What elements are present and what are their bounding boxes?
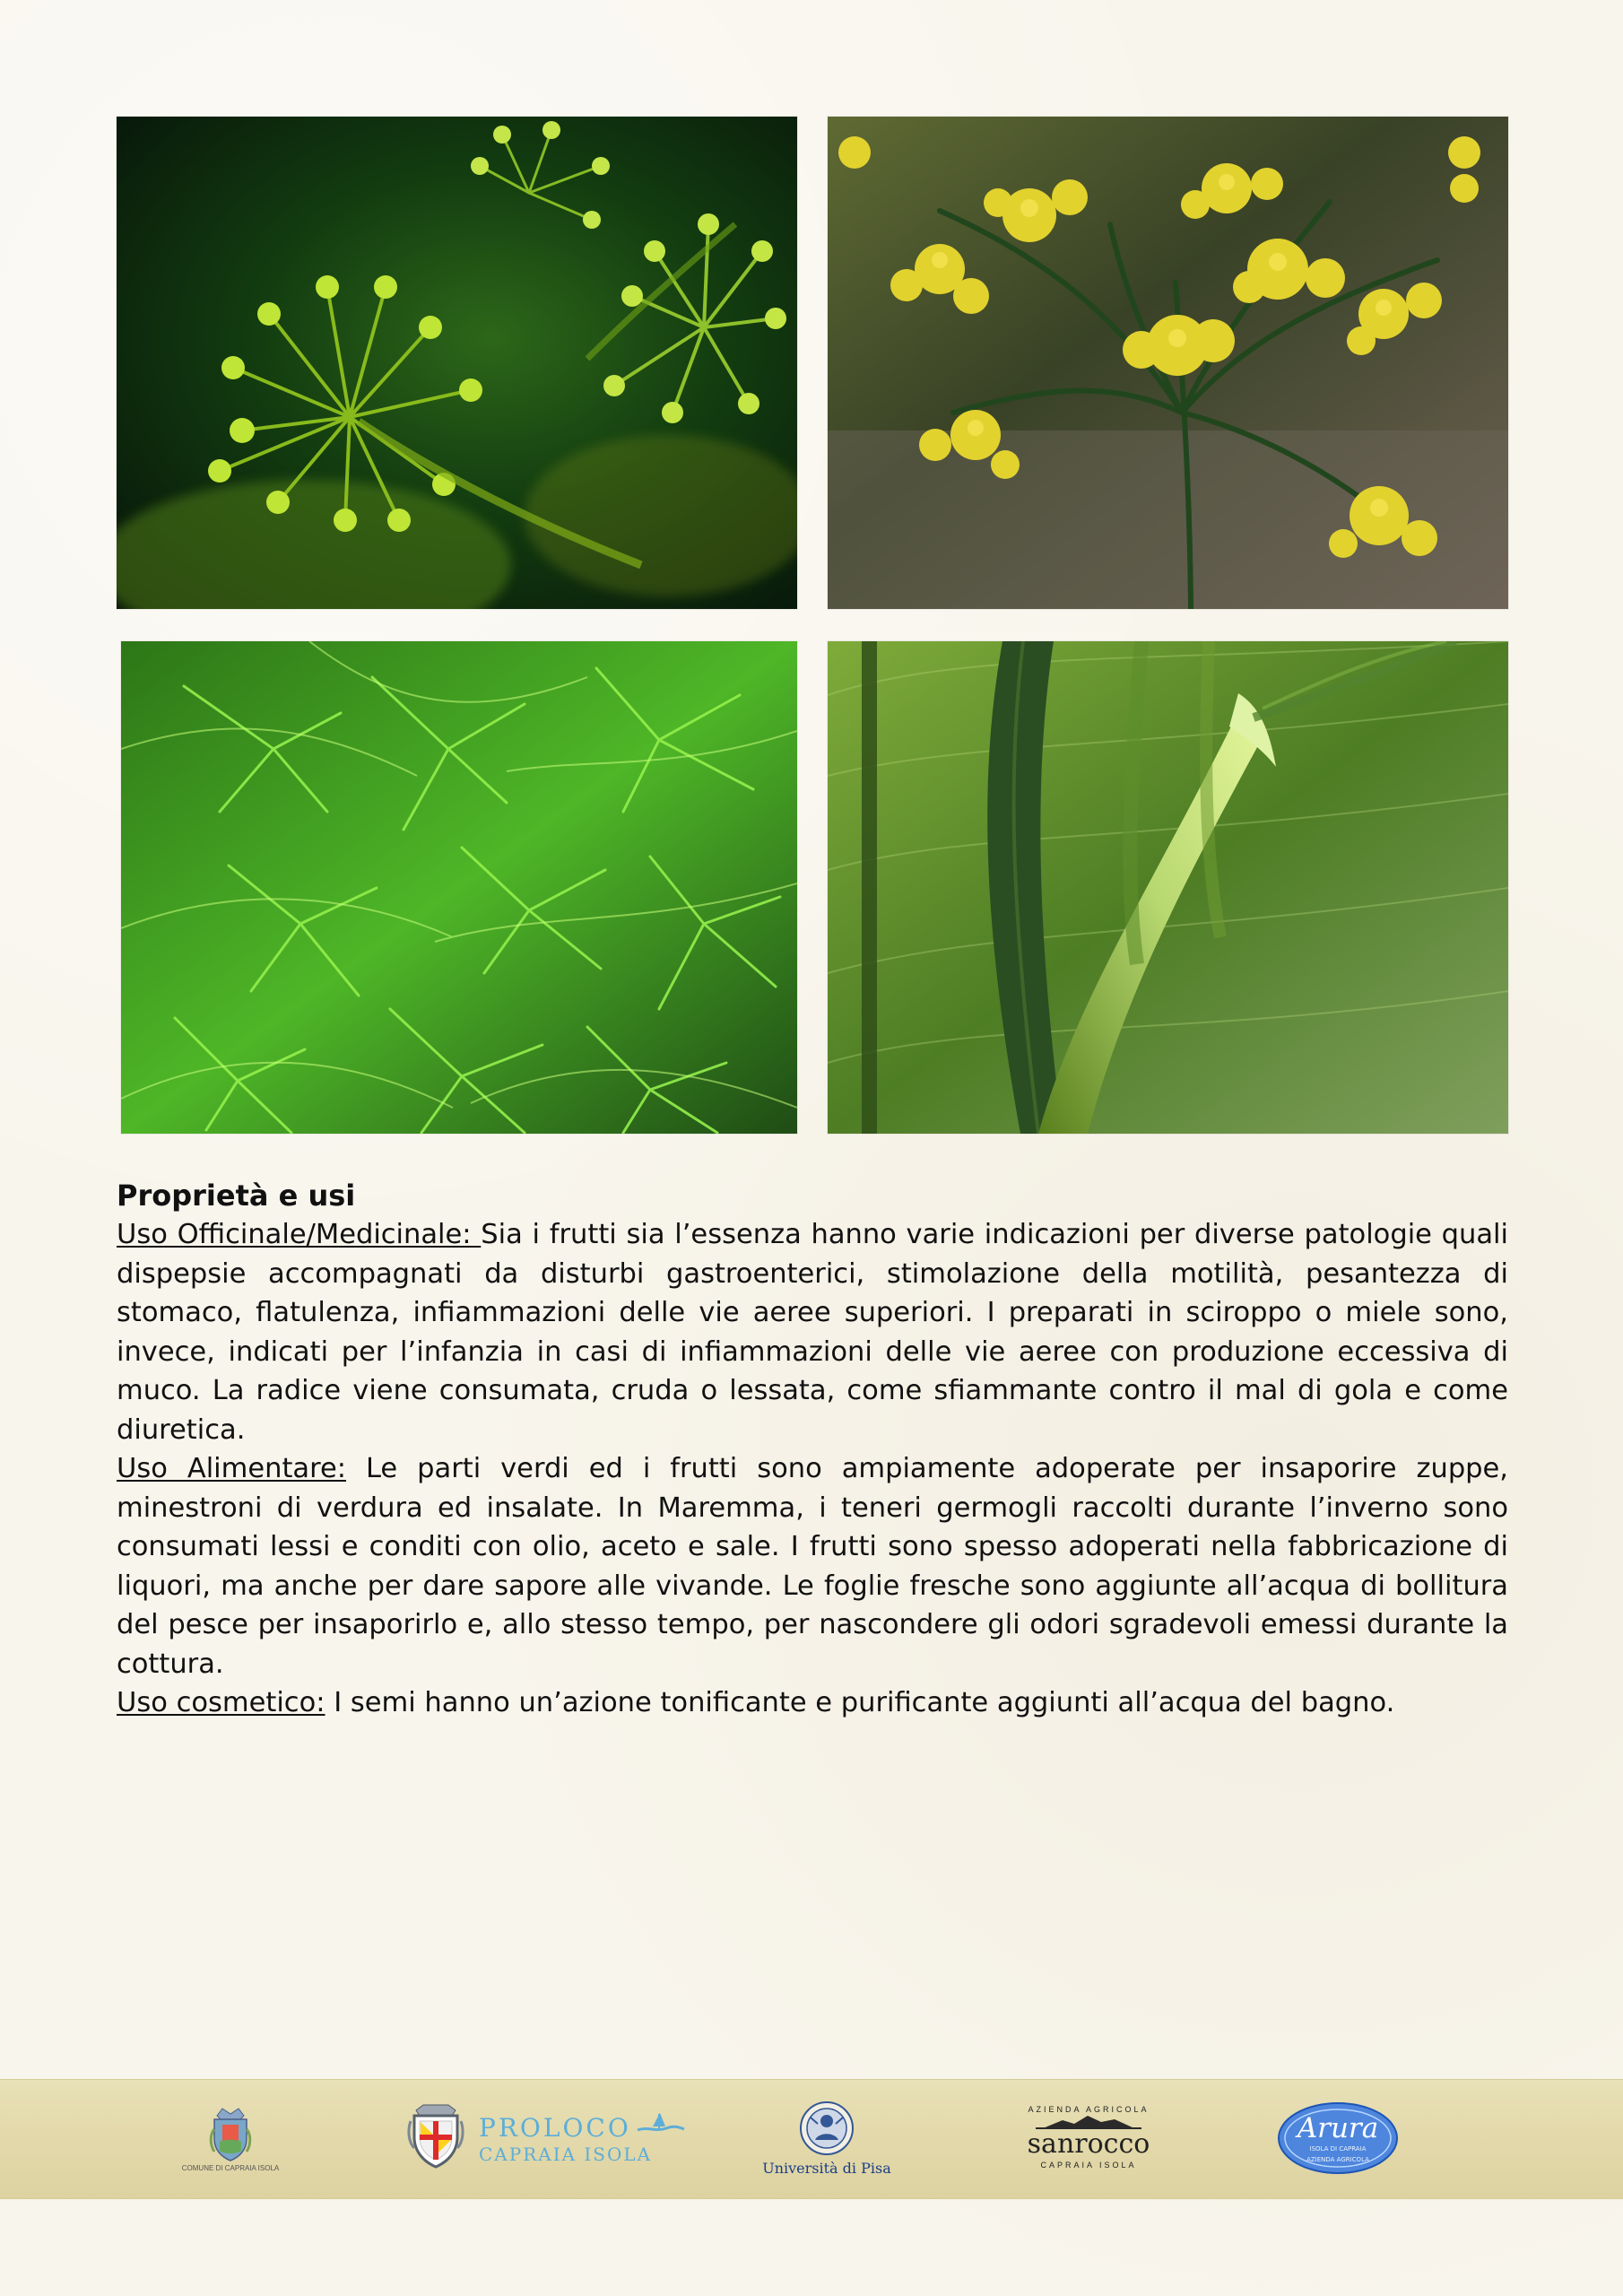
proloco-logo	[405, 2100, 678, 2172]
sanrocco-bottom-text: CAPRAIA ISOLA	[1040, 2160, 1137, 2170]
arura-logo	[1277, 2101, 1399, 2175]
fennel-flower-buds-photo	[117, 117, 797, 609]
cosmetic-use-paragraph	[117, 1683, 1508, 1723]
cosmetic-use-text: I semi hanno un’azione tonificante e purificante aggiunti all’acqua del bagno.	[325, 1687, 1395, 1718]
comune-caption: COMUNE DI CAPRAIA ISOLA	[181, 2164, 280, 2172]
sanrocco-name: sanrocco	[1027, 2127, 1150, 2160]
cosmetic-use-label: Uso cosmetico:	[117, 1687, 325, 1718]
food-use-text: Le parti verdi ed i frutti sono ampiamente adoperate per insaporire zuppe, minestroni di verdura ed insalate. In Maremma, i teneri germogli raccolti durante l’inverno sono consumati lessi e conditi con olio, aceto e sale. I frutti sono spesso adoperati nella fabbricazione di liquori, ma anche per dare sapore alle vivande. Le foglie fresche sono aggiunte all’acqua di bollitura del pesce per insaporirlo e, allo stesso tempo, per nascondere gli odori sgradevoli emessi durante la cottura.	[117, 1453, 1509, 1680]
food-use-paragraph	[117, 1449, 1508, 1683]
fennel-stem-sheath-photo	[828, 641, 1508, 1134]
university-seal-icon	[798, 2100, 855, 2157]
sail-icon	[635, 2110, 685, 2135]
proloco-name-row	[479, 2110, 685, 2141]
comune-logo	[181, 2097, 280, 2183]
properties-and-uses-section	[117, 1177, 1508, 1723]
fennel-feathery-leaves-photo	[121, 641, 797, 1134]
section-title: Proprietà e usi	[117, 1178, 356, 1213]
proloco-text	[479, 2110, 685, 2163]
municipal-crest-icon	[206, 2107, 255, 2162]
proloco-subtitle: CAPRAIA ISOLA	[479, 2143, 653, 2165]
university-caption: Università di Pisa	[762, 2160, 891, 2177]
medicinal-use-paragraph	[117, 1215, 1508, 1449]
food-use-label: Uso Alimentare:	[117, 1453, 347, 1484]
arura-line2: AZIENDA AGRICOLA	[1306, 2156, 1369, 2163]
fennel-yellow-flowers-photo	[828, 117, 1508, 609]
arura-oval-logo-icon	[1277, 2101, 1399, 2175]
sanrocco-logo	[1012, 2098, 1165, 2177]
university-of-pisa-logo	[762, 2094, 891, 2182]
arura-name: Arura	[1297, 2112, 1379, 2144]
medicinal-use-text: Sia i frutti sia l’essenza hanno varie indicazioni per diverse patologie quali dispepsie accompagnati da disturbi gastroenterici, stimolazione della motilità, pesantezza di stomaco, flatulenza, infiammazioni delle vie aeree superiori. I preparati in sciroppo o miele sono, invece, indicati per l’infanzia in casi di infiammazioni delle vie aeree con produzione eccessiva di muco. La radice viene consumata, cruda o lessata, come sfiammante contro il mal di gola e come diuretica.	[117, 1219, 1508, 1446]
proloco-name: PROLOCO	[479, 2112, 631, 2143]
proloco-shield-icon	[405, 2103, 466, 2170]
medicinal-use-label: Uso Officinale/Medicinale:	[117, 1219, 482, 1250]
arura-line1: ISOLA DI CAPRAIA	[1309, 2145, 1367, 2152]
sanrocco-top-text: AZIENDA AGRICOLA	[1028, 2104, 1150, 2114]
